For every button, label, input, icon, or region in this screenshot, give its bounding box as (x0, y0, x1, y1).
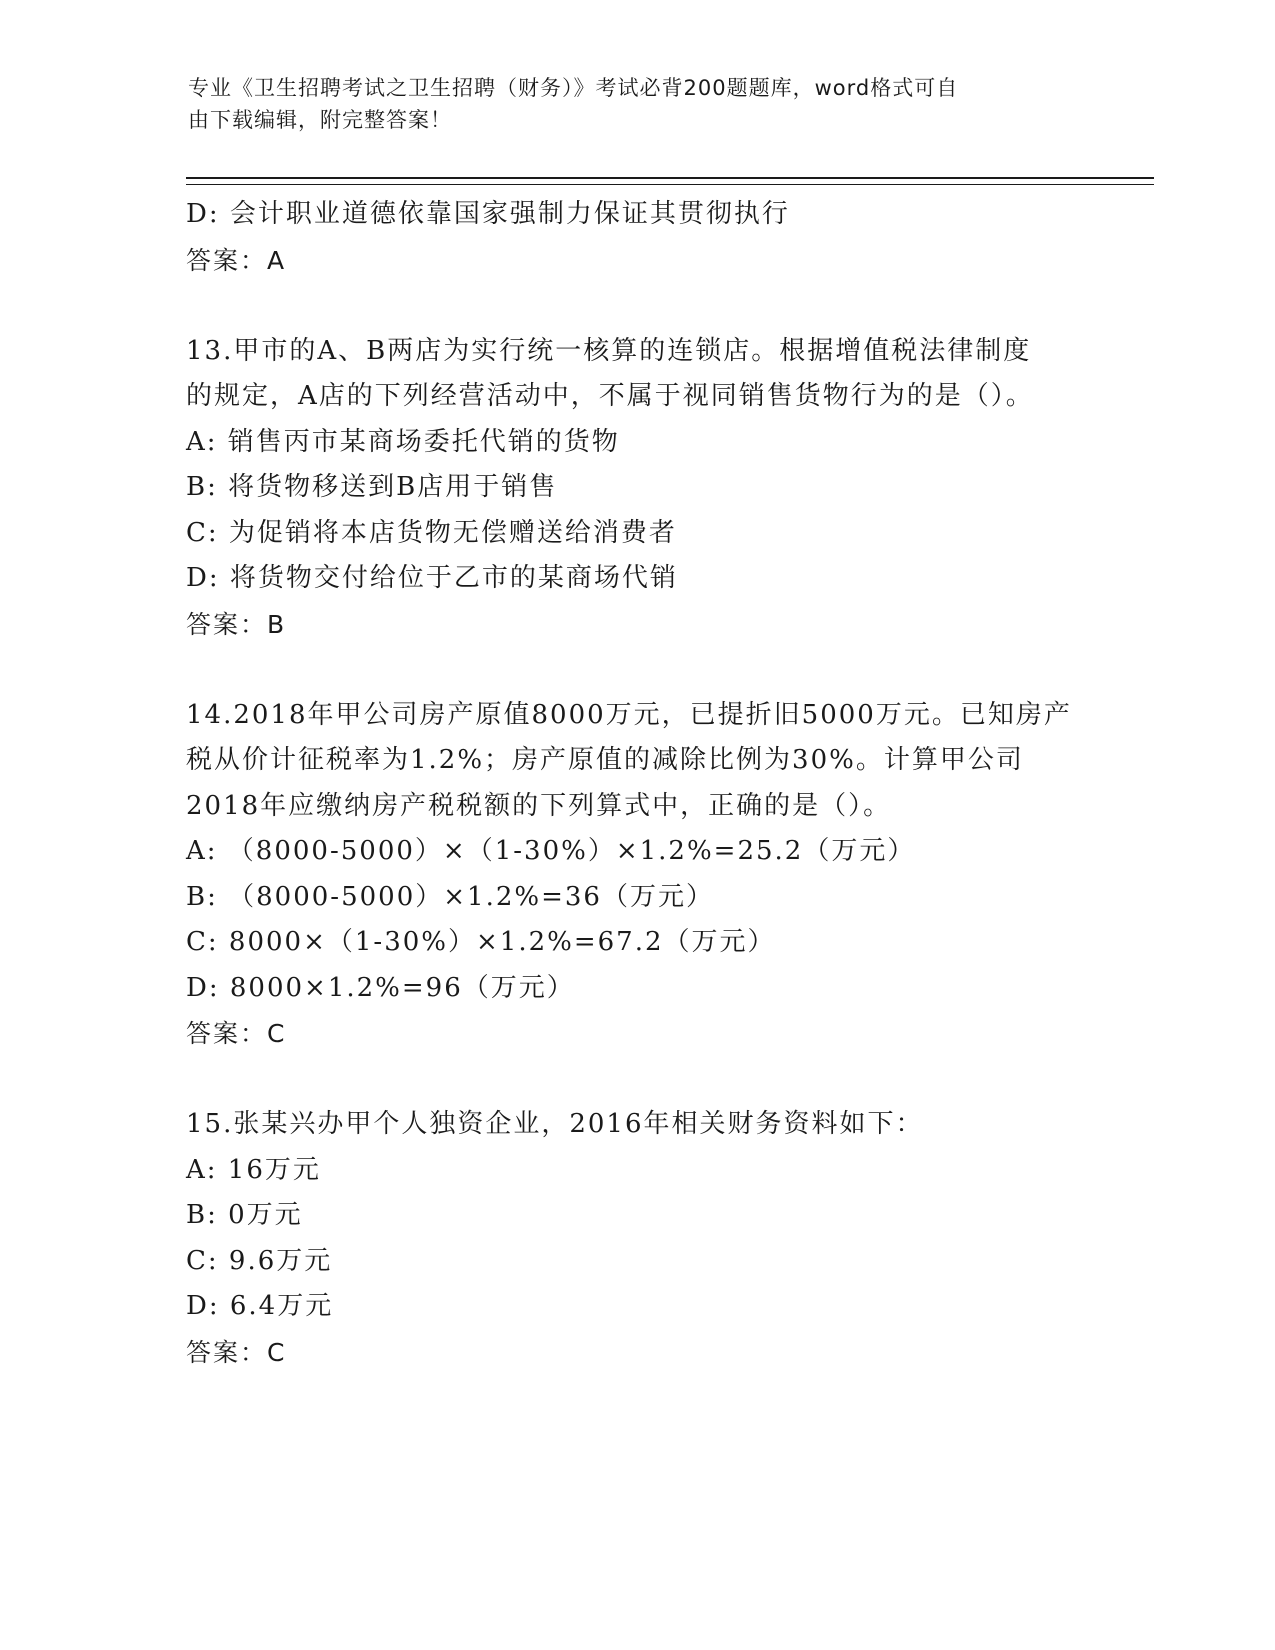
prev-option-d: D: 会计职业道德依靠国家强制力保证其贯彻执行 (186, 199, 790, 229)
question-15 (186, 1102, 1086, 1375)
q13-stem-line-1: 13.甲市的A、B两店为实行统一核算的连锁店。根据增值税法律制度 (186, 335, 1032, 366)
q14-answer: 答案：C (186, 1019, 287, 1048)
question-body (186, 192, 1086, 1375)
q14-stem-line-2: 税从价计征税率为1.2%；房产原值的减除比例为30%。计算甲公司 (186, 745, 1024, 775)
document-header (188, 72, 1068, 136)
q15-answer: 答案：C (186, 1337, 287, 1367)
q13-option-c: C: 为促销将本店货物无偿赠送给消费者 (186, 517, 677, 548)
spacer (186, 1057, 1086, 1103)
spacer (186, 283, 1086, 329)
prev-answer: 答案：A (186, 245, 287, 275)
q14-option-c: C: 8000×（1-30%）×1.2%=67.2（万元） (186, 927, 776, 957)
q14-stem-line-1: 14.2018年甲公司房产原值8000万元，已提折旧5000万元。已知房产 (186, 699, 1072, 730)
q15-option-b: B: 0万元 (186, 1200, 303, 1230)
question-13 (186, 329, 1086, 648)
header-rule-thin (186, 184, 1154, 185)
spacer (186, 647, 1086, 693)
q13-stem-line-2: 的规定，A店的下列经营活动中，不属于视同销售货物行为的是（）。 (186, 381, 1034, 411)
q14-option-d: D: 8000×1.2%=96（万元） (186, 972, 575, 1003)
header-rule-thick (186, 177, 1154, 179)
q14-stem-line-3: 2018年应缴纳房产税税额的下列算式中，正确的是（）。 (186, 790, 892, 821)
q14-option-b: B: （8000-5000）×1.2%=36（万元） (186, 881, 714, 912)
header-line-1: 专业《卫生招聘考试之卫生招聘（财务）》考试必背200题题库，word格式可自 (188, 76, 959, 100)
q15-stem-line-1: 15.张某兴办甲个人独资企业，2016年相关财务资料如下： (186, 1109, 924, 1139)
question-14 (186, 693, 1086, 1057)
q13-option-d: D: 将货物交付给位于乙市的某商场代销 (186, 563, 678, 593)
q15-option-c: C: 9.6万元 (186, 1245, 333, 1276)
q13-option-b: B: 将货物移送到B店用于销售 (186, 472, 558, 502)
q13-option-a: A: 销售丙市某商场委托代销的货物 (186, 426, 620, 457)
q14-option-a: A: （8000-5000）×（1-30%）×1.2%=25.2（万元） (186, 836, 916, 866)
q15-option-d: D: 6.4万元 (186, 1291, 334, 1321)
q15-option-a: A: 16万元 (186, 1154, 321, 1185)
q13-answer: 答案：B (186, 609, 287, 639)
header-line-2: 由下载编辑，附完整答案！ (188, 108, 452, 132)
